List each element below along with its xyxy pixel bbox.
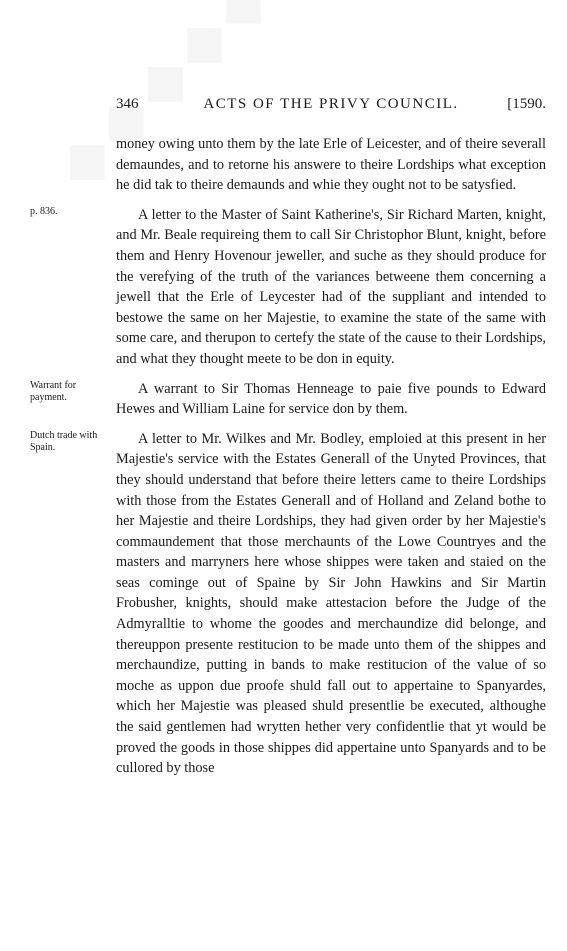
entry-warrant-for-payment (30, 379, 546, 420)
entry-text: A warrant to Sir Thomas Henneage to paie five pounds to Edward Hewes and William Laine for service don by them. (116, 380, 546, 418)
entry-text: money owing unto them by the late Erle of Leicester, and of theire severall demaundes, and to retorne his answere to theire Lordships what exception he did tak to theire demaunds and whie they ought not to be satysfied. (116, 136, 546, 194)
page-body (30, 134, 546, 788)
margin-note: p. 836. (30, 205, 58, 217)
header-year: [1590. (507, 96, 546, 112)
margin-note: Warrant for payment. (30, 379, 77, 403)
entry-dutch-trade (30, 429, 546, 779)
running-title: ACTS OF THE PRIVY COUNCIL. (203, 96, 459, 112)
entry-text: A letter to the Master of Saint Katherine's, Sir Richard Marten, knight, and Mr. Beale requireing them to call Sir Christophor Blunt, knight, before them and Henry Hovenour jeweller, and suche as they should produce for the verefying of the truth of the variances betweene them concerning a jewell that the Erle of Leycester had of the suppliant and intended to bestowe the same on her Majestie, to examine the state of the same with some care, and therupon to certefy the state of the cause to their Lordships, and what they thought meete to be don in equity. (116, 206, 546, 367)
entry-letter-saint-katherines (30, 205, 546, 370)
page-number: 346 (116, 96, 139, 112)
margin-note: Dutch trade with Spain. (30, 429, 98, 453)
entry-text: A letter to Mr. Wilkes and Mr. Bodley, emploied at this present in her Majestie's service with the Estates Generall of the Unyted Provinces, that they should understand that before theire letters came to theire Lordships with those from the Estates Generall and of Holland and Zeland bothe to her Majestie and theire Lordships, they had given order by her Majestie's commaundement that those merchaunts of the Lowe Countryes and the masters and marryners here whose shippes were taken and staied on the seas cominge out of Spaine by Sir John Hawkins and Sir Martin Frobusher, knights, should make attestacion before the Judge of the Admyralltie to whome the goodes and merchaundize did belonge, and thereuppon presente restitucion to be made unto them of the shippes and merchaundize, putting in bands to make restitucion of the value of so moche as uppon due proofe shuld fall out to appertaine to Spanyardes, which her Majestie was pleased shuld presentlie be executed, althoughe the said gentlemen had wrytten hether very confidentlie that yt would be proved the goods in those shippes did appertaine unto Spanyards and to be cullored by those (116, 430, 546, 777)
running-header (116, 96, 546, 118)
entry-continuation (116, 134, 546, 196)
